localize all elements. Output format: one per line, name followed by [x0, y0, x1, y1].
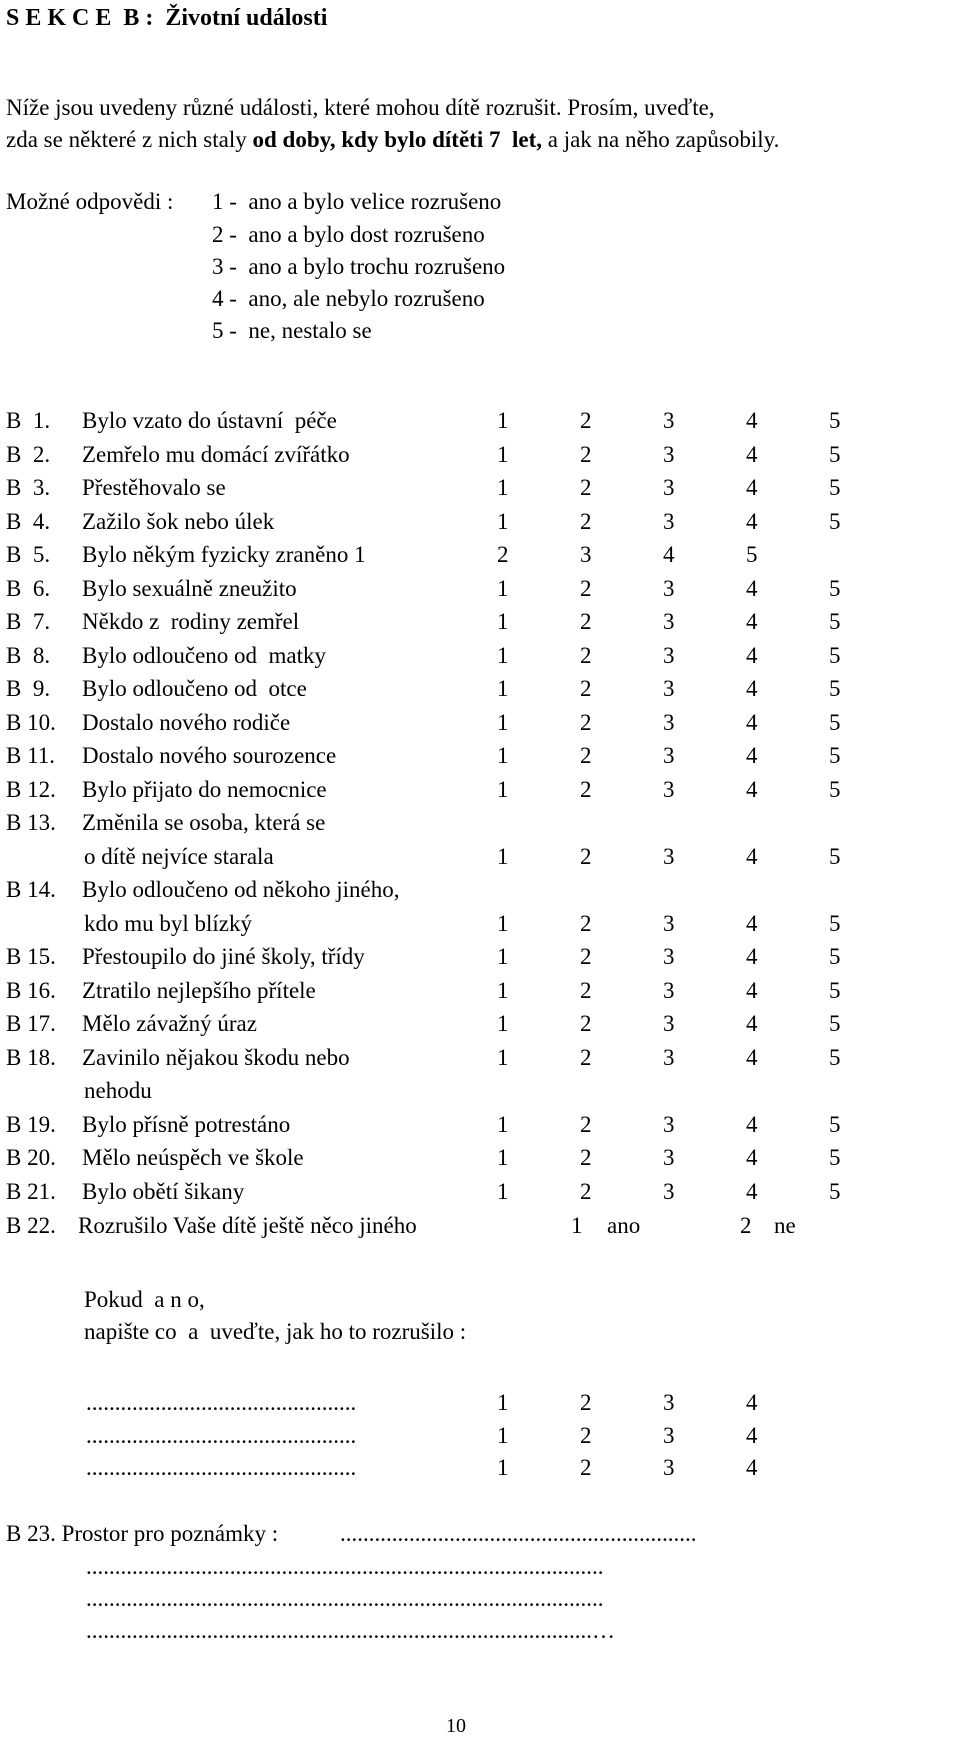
option-no-label: ne [774, 1213, 796, 1238]
question-text: Bylo odloučeno od matky [82, 643, 327, 668]
scale-option[interactable]: 1 [497, 844, 509, 869]
scale-option[interactable]: 4 [746, 576, 758, 601]
question-text: Ztratilo nejlepšího přítele [82, 978, 316, 1003]
question-text: Přestěhovalo se [82, 475, 226, 500]
scale-option[interactable]: 4 [746, 509, 758, 534]
question-id: B 10. [6, 710, 56, 735]
fill-line[interactable]: ............................................... [86, 1423, 357, 1448]
answer-option: 1 - ano a bylo velice rozrušeno [212, 189, 502, 214]
scale-option[interactable]: 2 [580, 1112, 592, 1137]
scale-option[interactable]: 2 [580, 944, 592, 969]
scale-option[interactable]: 5 [829, 676, 841, 701]
scale-option[interactable]: 5 [829, 643, 841, 668]
option-yes-number[interactable]: 1 [571, 1213, 583, 1238]
scale-option[interactable]: 1 [497, 743, 509, 768]
scale-option[interactable]: 3 [663, 1112, 675, 1137]
intro-line-2-start: zda se některé z nich staly [6, 127, 253, 152]
scale-option[interactable]: 2 [580, 1011, 592, 1036]
intro-emphasis: od doby, kdy bylo dítěti 7 let, [252, 127, 542, 152]
scale-option[interactable]: 3 [663, 911, 675, 936]
question-text: Bylo odloučeno od někoho jiného, [82, 877, 400, 902]
scale-option[interactable]: 3 [580, 542, 592, 567]
question-id: B 21. [6, 1179, 56, 1204]
scale-option[interactable]: 2 [580, 1390, 592, 1415]
scale-option[interactable]: 5 [829, 509, 841, 534]
scale-option[interactable]: 2 [580, 978, 592, 1003]
scale-option[interactable]: 3 [663, 1179, 675, 1204]
scale-option[interactable]: 3 [663, 944, 675, 969]
scale-option[interactable]: 5 [829, 1045, 841, 1070]
scale-option[interactable]: 3 [663, 1045, 675, 1070]
question-id: B 12. [6, 777, 56, 802]
question-id: B 11. [6, 743, 55, 768]
question-text: Zavinilo nějakou škodu nebo [82, 1045, 350, 1070]
section-title: S E K C E B : Životní události [6, 5, 328, 31]
question-text: Bylo vzato do ústavní péče [82, 408, 337, 433]
scale-option[interactable]: 4 [746, 1423, 758, 1448]
intro-line-1: Níže jsou uvedeny různé události, které mohou dítě rozrušit. Prosím, uveďte, [6, 95, 715, 120]
scale-option[interactable]: 2 [580, 777, 592, 802]
scale-option[interactable]: 2 [580, 710, 592, 735]
question-text: Dostalo nového sourozence [82, 743, 337, 768]
scale-option[interactable]: 4 [746, 1011, 758, 1036]
scale-option[interactable]: 3 [663, 710, 675, 735]
scale-option[interactable]: 3 [663, 743, 675, 768]
scale-option[interactable]: 2 [580, 1423, 592, 1448]
scale-option[interactable]: 2 [580, 743, 592, 768]
scale-option[interactable]: 3 [663, 844, 675, 869]
answer-option: 4 - ano, ale nebylo rozrušeno [212, 286, 485, 311]
scale-option[interactable]: 2 [580, 676, 592, 701]
scale-option[interactable]: 1 [497, 609, 509, 634]
option-yes-label: ano [607, 1213, 641, 1238]
scale-option[interactable]: 1 [497, 911, 509, 936]
scale-option[interactable]: 1 [497, 1112, 509, 1137]
scale-option[interactable]: 5 [829, 911, 841, 936]
scale-option[interactable]: 3 [663, 777, 675, 802]
scale-option[interactable]: 4 [746, 609, 758, 634]
scale-option[interactable]: 3 [663, 1145, 675, 1170]
if-yes-line-1: Pokud a n o, [84, 1287, 205, 1312]
scale-option[interactable]: 3 [663, 1011, 675, 1036]
scale-option[interactable]: 1 [497, 442, 509, 467]
scale-option[interactable]: 5 [829, 1112, 841, 1137]
question-text: Zažilo šok nebo úlek [82, 509, 275, 534]
question-id: B 14. [6, 877, 56, 902]
scale-option[interactable]: 1 [497, 1179, 509, 1204]
scale-option[interactable]: 4 [746, 1455, 758, 1480]
question-id: B 6. [6, 576, 51, 601]
question-text: Změnila se osoba, která se [82, 810, 326, 835]
question-id: B 20. [6, 1145, 56, 1170]
scale-option[interactable]: 5 [829, 442, 841, 467]
question-text: Mělo neúspěch ve škole [82, 1145, 304, 1170]
scale-option[interactable]: 3 [663, 1423, 675, 1448]
scale-option[interactable]: 3 [663, 676, 675, 701]
scale-option[interactable]: 5 [829, 944, 841, 969]
question-id: B 8. [6, 643, 51, 668]
scale-option[interactable]: 1 [497, 1045, 509, 1070]
scale-option[interactable]: 5 [829, 408, 841, 433]
scale-option[interactable]: 1 [497, 643, 509, 668]
scale-option[interactable]: 5 [829, 609, 841, 634]
question-text: Bylo přijato do nemocnice [82, 777, 327, 802]
question-id: B 2. [6, 442, 51, 467]
scale-option[interactable]: 4 [746, 1045, 758, 1070]
scale-option[interactable]: 4 [746, 676, 758, 701]
scale-option[interactable]: 1 [497, 408, 509, 433]
scale-option[interactable]: 1 [497, 676, 509, 701]
scale-option[interactable]: 2 [580, 408, 592, 433]
scale-option[interactable]: 2 [497, 542, 509, 567]
scale-option[interactable]: 4 [746, 978, 758, 1003]
question-text: Zemřelo mu domácí zvířátko [82, 442, 350, 467]
scale-option[interactable]: 4 [746, 1179, 758, 1204]
scale-option[interactable]: 5 [829, 978, 841, 1003]
scale-option[interactable]: 4 [746, 1390, 758, 1415]
scale-option[interactable]: 1 [497, 1423, 509, 1448]
scale-option[interactable]: 3 [663, 442, 675, 467]
scale-option[interactable]: 4 [746, 911, 758, 936]
question-id: B 3. [6, 475, 51, 500]
scale-option[interactable]: 4 [746, 844, 758, 869]
scale-option[interactable]: 2 [580, 509, 592, 534]
fill-line[interactable]: ............................................... [86, 1455, 357, 1480]
scale-option[interactable]: 2 [580, 1045, 592, 1070]
scale-option[interactable]: 1 [497, 576, 509, 601]
question-id: B 19. [6, 1112, 56, 1137]
scale-option[interactable]: 1 [497, 475, 509, 500]
scale-option[interactable]: 5 [829, 844, 841, 869]
question-id: B 17. [6, 1011, 56, 1036]
scale-option[interactable]: 3 [663, 509, 675, 534]
scale-option[interactable]: 1 [497, 978, 509, 1003]
question-text: Mělo závažný úraz [82, 1011, 257, 1036]
scale-option[interactable]: 3 [663, 609, 675, 634]
intro-line-2 [6, 128, 779, 151]
question-text: Bylo sexuálně zneužito [82, 576, 297, 601]
answer-option: 2 - ano a bylo dost rozrušeno [212, 222, 485, 247]
scale-option[interactable]: 2 [580, 911, 592, 936]
scale-option[interactable]: 2 [580, 1179, 592, 1204]
scale-option[interactable]: 4 [746, 944, 758, 969]
question-id: B 18. [6, 1045, 56, 1070]
scale-option[interactable]: 2 [580, 1455, 592, 1480]
scale-option[interactable]: 3 [663, 1390, 675, 1415]
notes-line[interactable]: .......................................................................................... [86, 1586, 604, 1611]
answer-option: 5 - ne, nestalo se [212, 318, 372, 343]
question-id: B 7. [6, 609, 51, 634]
intro-line-2-end: a jak na něho zapůsobily. [541, 127, 780, 152]
question-text: Přestoupilo do jiné školy, třídy [82, 944, 365, 969]
if-yes-line-2: napište co a uveďte, jak ho to rozrušilo : [84, 1319, 467, 1344]
scale-option[interactable]: 2 [580, 1145, 592, 1170]
scale-option[interactable]: 2 [580, 576, 592, 601]
scale-option[interactable]: 1 [497, 710, 509, 735]
scale-option[interactable]: 5 [829, 777, 841, 802]
notes-line[interactable]: .............................................................. [340, 1521, 697, 1546]
question-id: B 4. [6, 509, 51, 534]
notes-line[interactable]: .......................................................................................... [86, 1554, 604, 1579]
scale-option[interactable]: 5 [829, 710, 841, 735]
scale-option[interactable]: 4 [746, 442, 758, 467]
scale-option[interactable]: 1 [497, 777, 509, 802]
question-text: Rozrušilo Vaše dítě ještě něco jiného [78, 1213, 417, 1238]
question-text: Bylo někým fyzicky zraněno 1 [82, 542, 366, 567]
question-text: kdo mu byl blízký [84, 911, 253, 936]
question-id: B 16. [6, 978, 56, 1003]
notes-label: B 23. Prostor pro poznámky : [6, 1521, 279, 1546]
question-id: B 22. [6, 1213, 56, 1238]
scale-option[interactable]: 5 [829, 1011, 841, 1036]
scale-option[interactable]: 3 [663, 576, 675, 601]
question-id: B 5. [6, 542, 51, 567]
scale-option[interactable]: 2 [580, 844, 592, 869]
notes-line[interactable]: ........................................................................................… [86, 1618, 615, 1643]
scale-option[interactable]: 4 [746, 1145, 758, 1170]
scale-option[interactable]: 2 [580, 475, 592, 500]
scale-option[interactable]: 1 [497, 1011, 509, 1036]
page-number: 10 [446, 1715, 466, 1737]
question-text: Bylo odloučeno od otce [82, 676, 307, 701]
scale-option[interactable]: 5 [829, 743, 841, 768]
scale-option[interactable]: 2 [580, 609, 592, 634]
scale-option[interactable]: 3 [663, 978, 675, 1003]
question-text: nehodu [84, 1078, 152, 1103]
scale-option[interactable]: 1 [497, 1455, 509, 1480]
scale-option[interactable]: 4 [663, 542, 675, 567]
scale-option[interactable]: 5 [829, 576, 841, 601]
scale-option[interactable]: 1 [497, 1390, 509, 1415]
scale-option[interactable]: 1 [497, 1145, 509, 1170]
answer-option: 3 - ano a bylo trochu rozrušeno [212, 254, 506, 279]
scale-option[interactable]: 5 [746, 542, 758, 567]
answers-label: Možné odpovědi : [6, 189, 174, 214]
scale-option[interactable]: 5 [829, 475, 841, 500]
scale-option[interactable]: 2 [580, 643, 592, 668]
scale-option[interactable]: 4 [746, 710, 758, 735]
scale-option[interactable]: 3 [663, 475, 675, 500]
question-text: Někdo z rodiny zemřel [82, 609, 300, 634]
option-no-number[interactable]: 2 [740, 1213, 752, 1238]
scale-option[interactable]: 3 [663, 408, 675, 433]
question-text: o dítě nejvíce starala [84, 844, 274, 869]
question-id: B 9. [6, 676, 51, 701]
scale-option[interactable]: 3 [663, 643, 675, 668]
question-id: B 15. [6, 944, 56, 969]
scale-option[interactable]: 3 [663, 1455, 675, 1480]
question-text: Dostalo nového rodiče [82, 710, 291, 735]
scale-option[interactable]: 5 [829, 1179, 841, 1204]
scale-option[interactable]: 1 [497, 944, 509, 969]
scale-option[interactable]: 4 [746, 777, 758, 802]
scale-option[interactable]: 4 [746, 408, 758, 433]
scale-option[interactable]: 4 [746, 743, 758, 768]
scale-option[interactable]: 2 [580, 442, 592, 467]
question-text: Bylo přísně potrestáno [82, 1112, 291, 1137]
scale-option[interactable]: 5 [829, 1145, 841, 1170]
scale-option[interactable]: 1 [497, 509, 509, 534]
question-id: B 1. [6, 408, 51, 433]
question-text: Bylo obětí šikany [82, 1179, 245, 1204]
scale-option[interactable]: 4 [746, 475, 758, 500]
scale-option[interactable]: 4 [746, 1112, 758, 1137]
question-id: B 13. [6, 810, 56, 835]
fill-line[interactable]: ............................................... [86, 1390, 357, 1415]
scale-option[interactable]: 4 [746, 643, 758, 668]
